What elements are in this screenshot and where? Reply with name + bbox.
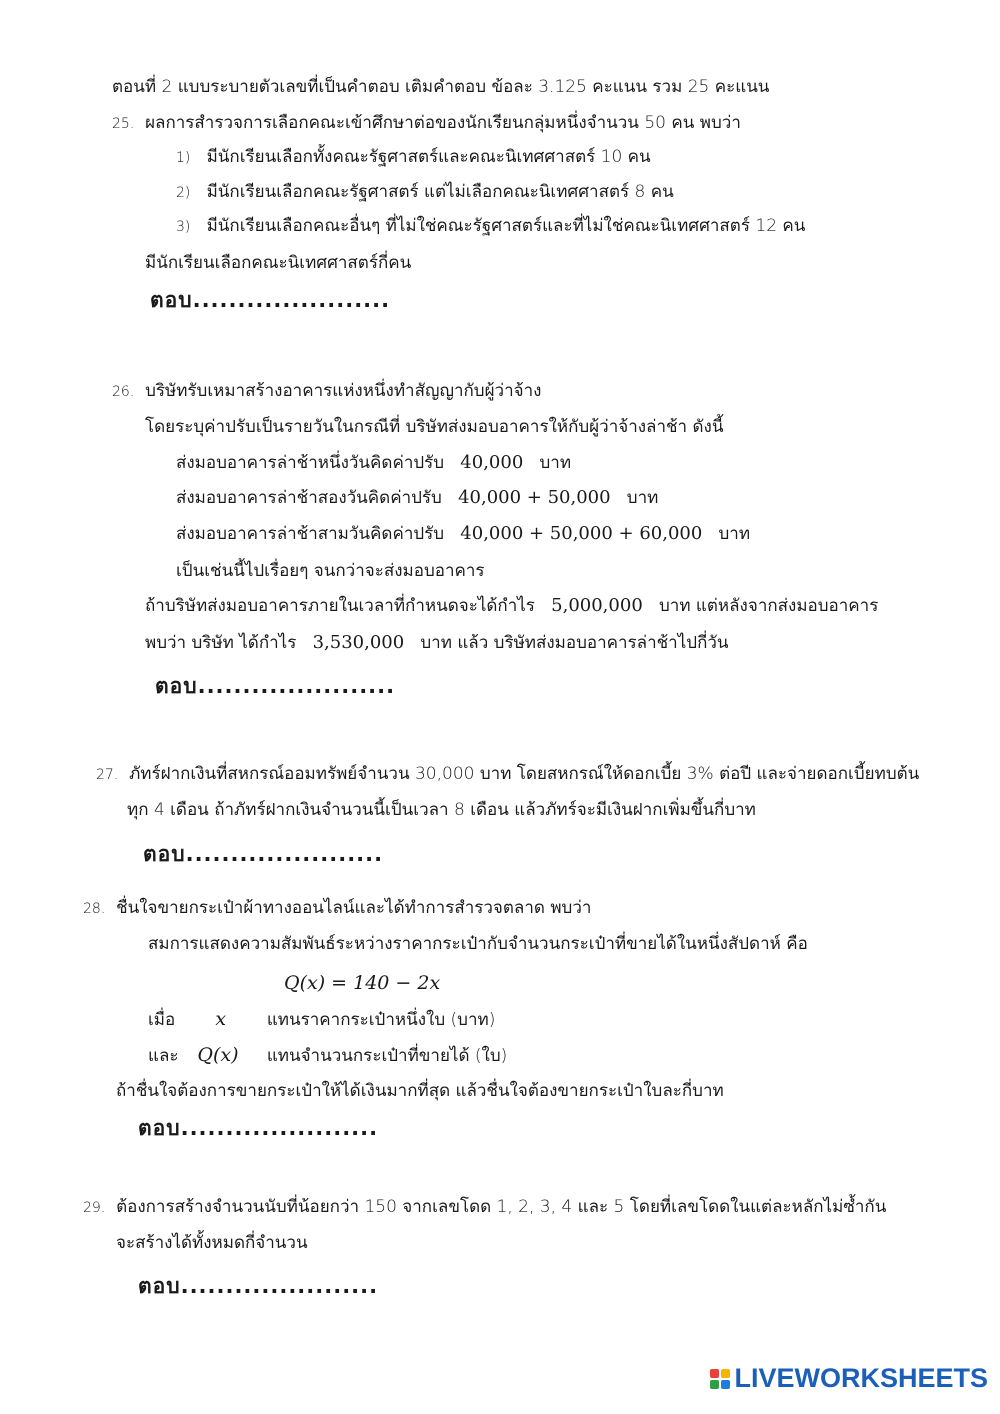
- q29-answer[interactable]: [138, 1270, 378, 1303]
- part-header: ตอนที่ 2 แบบระบายตัวเลขที่เป็นคำตอบ เติมคำตอบ ข้อละ 3.125 คะแนน รวม 25 คะแนน: [112, 77, 770, 97]
- q26-line-2: โดยระบุค่าปรับเป็นรายวันในกรณีที่ บริษัทส่งมอบอาคารให้กับผู้ว่าจ้างล่าช้า ดังนี้: [145, 417, 724, 437]
- q28-equation: Q(x) = 140 − 2x: [284, 972, 441, 994]
- q29-line-1-text: ต้องการสร้างจำนวนนับที่น้อยกว่า 150 จากเลขโดด 1, 2, 3, 4 และ 5 โดยที่เลขโดดในแต่ละหลักไม่ซ้ำกัน: [116, 1197, 887, 1217]
- q26-line-1-text: บริษัทรับเหมาสร้างอาคารแห่งหนึ่งทำสัญญากับผู้ว่าจ้าง: [145, 381, 542, 401]
- q29-line-1: [83, 1196, 886, 1219]
- q26-fine-1-math: 40,000: [460, 452, 524, 473]
- q26-answer-label: ตอบ: [155, 674, 198, 698]
- q26-fine-3-text: ส่งมอบอาคารล่าช้าสามวันคิดค่าปรับ: [176, 524, 445, 544]
- q27-number: 27.: [96, 767, 119, 783]
- q25-item-1-text: มีนักเรียนเลือกทั้งคณะรัฐศาสตร์และคณะนิเทศศาสตร์ 10 คน: [206, 147, 651, 167]
- q26-found-line: [145, 632, 729, 654]
- liveworksheets-mark-icon: [710, 1369, 730, 1389]
- q25-answer[interactable]: [150, 284, 390, 317]
- q25-item-1: [176, 146, 651, 169]
- q26-profit-actual: 3,530,000: [312, 632, 405, 653]
- q29-answer-dots[interactable]: ......................: [180, 1274, 379, 1298]
- q26-answer[interactable]: [155, 670, 395, 703]
- q26-continue: เป็นเช่นนี้ไปเรื่อยๆ จนกว่าจะส่งมอบอาคาร: [176, 561, 485, 581]
- q25-question: มีนักเรียนเลือกคณะนิเทศศาสตร์กี่คน: [145, 253, 412, 273]
- q28-var-q-desc: แทนจำนวนกระเป๋าที่ขายได้ (ใบ): [266, 1046, 508, 1066]
- q27-answer[interactable]: [143, 838, 383, 871]
- q25-intro-line: [112, 112, 741, 135]
- q26-fine-2: [176, 487, 658, 509]
- logo-square-red: [710, 1369, 719, 1378]
- q26-fine-1-unit: บาท: [539, 453, 572, 473]
- q27-line-2: ทุก 4 เดือน ถ้าภัทร์ฝากเงินจำนวนนี้เป็นเวลา 8 เดือน แล้วภัทร์จะมีเงินฝากเพิ่มขึ้นกี่บาท: [127, 800, 756, 820]
- q26-answer-dots[interactable]: ......................: [197, 674, 396, 698]
- q26-fine-2-math: 40,000 + 50,000: [458, 487, 611, 508]
- q26-profit-line: [145, 595, 878, 617]
- q28-answer-label: ตอบ: [138, 1116, 181, 1140]
- q25-item-3: [176, 215, 805, 238]
- q25-intro: ผลการสำรวจการเลือกคณะเข้าศึกษาต่อของนักเรียนกลุ่มหนึ่งจำนวน 50 คน พบว่า: [145, 113, 741, 133]
- q28-where-line: [148, 1008, 495, 1031]
- q28-line-2: สมการแสดงความสัมพันธ์ระหว่างราคากระเป๋ากับจำนวนกระเป๋าที่ขายได้ในหนึ่งสัปดาห์ คือ: [148, 934, 808, 954]
- q28-number: 28.: [83, 901, 106, 917]
- q26-fine-2-unit: บาท: [626, 488, 659, 508]
- q29-line-2: จะสร้างได้ทั้งหมดกี่จำนวน: [116, 1233, 308, 1253]
- q25-item-2-number: 2): [176, 185, 191, 201]
- q25-item-3-text: มีนักเรียนเลือกคณะอื่นๆ ที่ไม่ใช่คณะรัฐศาสตร์และที่ไม่ใช่คณะนิเทศศาสตร์ 12 คน: [206, 216, 806, 236]
- q26-number: 26.: [112, 384, 135, 400]
- q25-answer-label: ตอบ: [150, 288, 193, 312]
- logo-square-blue: [721, 1380, 730, 1389]
- q25-answer-dots[interactable]: ......................: [192, 288, 391, 312]
- q26-fine-1: [176, 452, 571, 474]
- q27-answer-label: ตอบ: [143, 842, 186, 866]
- q26-fine-3-unit: บาท: [718, 524, 751, 544]
- q25-item-2: [176, 181, 674, 204]
- q29-number: 29.: [83, 1200, 106, 1216]
- q25-number: 25.: [112, 116, 135, 132]
- q28-line-1-text: ชื่นใจขายกระเป๋าผ้าทางออนไลน์และได้ทำการสำรวจตลาด พบว่า: [116, 898, 592, 918]
- q28-answer-dots[interactable]: ......................: [180, 1116, 379, 1140]
- q26-profit-text-a: ถ้าบริษัทส่งมอบอาคารภายในเวลาที่กำหนดจะได้กำไร: [145, 596, 535, 616]
- q28-var-x-desc: แทนราคากระเป๋าหนึ่งใบ (บาท): [266, 1010, 496, 1030]
- q28-question: ถ้าชื่นใจต้องการขายกระเป๋าให้ได้เงินมากที่สุด แล้วชื่นใจต้องขายกระเป๋าใบละกี่บาท: [116, 1081, 724, 1101]
- q25-item-3-number: 3): [176, 219, 191, 235]
- q27-answer-dots[interactable]: ......................: [185, 842, 384, 866]
- q27-line-1: [96, 763, 919, 786]
- q26-profit-text-b: บาท แต่หลังจากส่งมอบอาคาร: [658, 596, 879, 616]
- q26-profit-full: 5,000,000: [551, 595, 643, 616]
- q26-fine-3: [176, 523, 750, 545]
- q26-fine-3-math: 40,000 + 50,000 + 60,000: [460, 523, 703, 544]
- liveworksheets-logo-text: LIVEWORKSHEETS: [734, 1363, 988, 1393]
- q29-answer-label: ตอบ: [138, 1274, 181, 1298]
- q26-found-text-b: บาท แล้ว บริษัทส่งมอบอาคารล่าช้าไปกี่วัน: [420, 633, 729, 653]
- q27-line-1-text: ภัทร์ฝากเงินที่สหกรณ์ออมทรัพย์จำนวน 30,000 บาท โดยสหกรณ์ให้ดอกเบี้ย 3% ต่อปี และจ่ายดอกเบี้ยทบต้น: [129, 764, 920, 784]
- q26-line-1: [112, 380, 541, 403]
- q28-var-q: Q(x): [197, 1044, 239, 1066]
- q26-fine-2-text: ส่งมอบอาคารล่าช้าสองวันคิดค่าปรับ: [176, 488, 442, 508]
- q28-answer[interactable]: [138, 1112, 378, 1145]
- q25-item-1-number: 1): [176, 150, 191, 166]
- q28-var-x: x: [215, 1008, 227, 1030]
- q28-line-1: [83, 897, 591, 920]
- q26-found-text-a: พบว่า บริษัท ได้กำไร: [145, 633, 297, 653]
- q28-and-line: [148, 1044, 507, 1067]
- q28-where-label: เมื่อ: [148, 1010, 176, 1030]
- q28-and-label: และ: [148, 1046, 179, 1066]
- q25-item-2-text: มีนักเรียนเลือกคณะรัฐศาสตร์ แต่ไม่เลือกคณะนิเทศศาสตร์ 8 คน: [206, 182, 674, 202]
- q26-fine-1-text: ส่งมอบอาคารล่าช้าหนึ่งวันคิดค่าปรับ: [176, 453, 445, 473]
- logo-square-yellow: [721, 1369, 730, 1378]
- liveworksheets-logo[interactable]: [710, 1363, 988, 1394]
- logo-square-green: [710, 1380, 719, 1389]
